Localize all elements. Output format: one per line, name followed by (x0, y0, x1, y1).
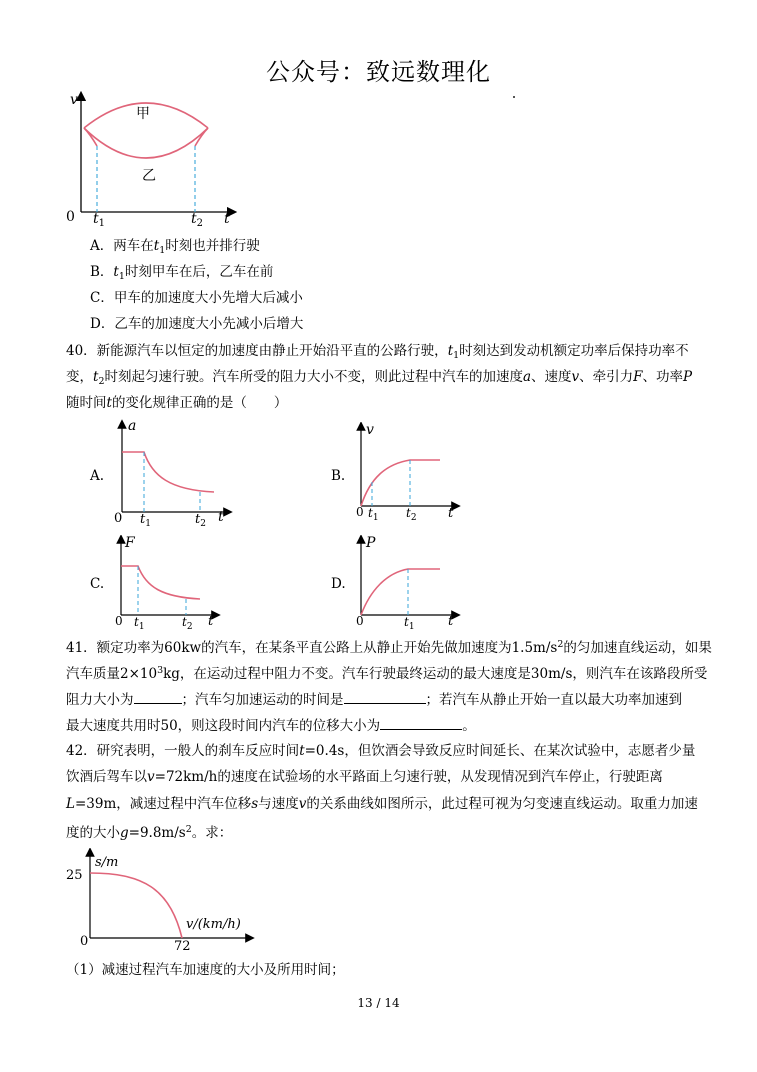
q40-line-3: 随时间t的变化规律正确的是（ ） (66, 395, 288, 411)
speck (513, 96, 515, 98)
graph-c-t2: $t_2$ (182, 615, 193, 632)
graph-b-y-label: v (366, 422, 374, 438)
q39-option-b: B．$t_1$时刻甲车在后，乙车在前 (90, 264, 274, 282)
graph-a-t2: $t_2$ (195, 512, 206, 529)
graph-d-t1: $t_1$ (404, 615, 415, 632)
graph-a (108, 418, 236, 530)
graph-c-t1: $t_1$ (134, 615, 145, 632)
graph-d-origin: 0 (356, 614, 364, 628)
graph-a-curve (122, 452, 214, 492)
graph-d-y-label: P (366, 535, 376, 551)
curve-yi-label: 乙 (142, 168, 156, 184)
graph-b (352, 422, 462, 522)
q42-line-4: 度的大小$g=9.8m/s^2$。求： (66, 824, 233, 841)
q42-line-1: 42．研究表明，一般人的刹车反应时间t=0.4s，但饮酒会导致反应时间延长、在某次试验中，志愿者少量 (66, 743, 696, 759)
graph-c (112, 535, 222, 635)
t2-label: $t_2$ (191, 211, 204, 229)
graph-a-t1: $t_1$ (140, 512, 151, 529)
graph-a-t-axis: t (218, 509, 224, 525)
graph-a-label: A. (90, 468, 105, 484)
origin-label: 0 (66, 209, 75, 225)
graph-a-origin: 0 (114, 511, 123, 526)
graph-d-curve (361, 569, 440, 615)
s-v-origin: 0 (80, 934, 89, 949)
graph-b-origin: 0 (356, 505, 364, 519)
graph-c-y-label: F (125, 535, 135, 551)
q39-option-a: A．两车在$t_1$时刻也并排行驶 (90, 238, 260, 256)
q41-line-2: 汽车质量$2\times 10^3kg$，在运动过程中阻力不变。汽车行驶最终运动的最大速度是30m/s，则汽车在该路段所受 (66, 665, 708, 682)
graph-c-t-axis: t (208, 614, 214, 629)
s-v-graph (62, 848, 262, 952)
page-number: 13 / 14 (357, 996, 400, 1010)
graph-b-t1: $t_1$ (368, 506, 379, 522)
s-v-curve (90, 873, 182, 938)
graph-d-t-axis: t (448, 614, 454, 629)
graph-c-origin: 0 (115, 614, 123, 628)
q41-line-1: 41．额定功率为60kw的汽车，在某条平直公路上从静止开始先做加速度为$1.5m/s^2$的匀加速直线运动，如果 (66, 639, 712, 656)
v-t-figure (60, 90, 240, 230)
q40-line-2: 变，$t_2$时刻起匀速行驶。汽车所受的阻力大小不变，则此过程中汽车的加速度a、速度v、牵引力F、功率P (66, 369, 693, 387)
v-label: v (70, 92, 78, 108)
q39-option-c: C．甲车的加速度大小先增大后减小 (90, 290, 303, 306)
q41-line-3: 阻力大小为 ；汽车匀加速运动的时间是 ；若汽车从静止开始一直以最大功率加速到 (66, 689, 682, 709)
graph-d-label: D. (331, 576, 346, 592)
q40-line-1: 40．新能源汽车以恒定的加速度由静止开始沿平直的公路行驶，$t_1$时刻达到发动机额定功率后保持功率不 (66, 343, 689, 361)
curve-jia-label: 甲 (136, 106, 150, 122)
blank-displacement[interactable] (380, 715, 462, 730)
q42-line-2: 饮酒后驾车以v=72km/h的速度在试验场的水平路面上匀速行驶，从发现情况到汽车停止，行驶距离 (66, 769, 663, 785)
s-v-x-label: v/(km/h) (186, 917, 241, 932)
q41-line-4: 最大速度共用时50，则这段时间内汽车的位移大小为 。 (66, 715, 476, 735)
t1-label: $t_1$ (93, 211, 106, 229)
curve-yi (84, 128, 208, 158)
graph-a-y-label: a (128, 418, 137, 434)
graph-b-label: B. (331, 468, 346, 484)
s-v-y-tick: 25 (66, 868, 83, 883)
s-v-x-tick: 72 (174, 939, 191, 952)
page-title: 公众号：致远数理化 (266, 58, 491, 86)
blank-accel-time[interactable] (344, 689, 426, 704)
blank-resistance[interactable] (134, 689, 182, 704)
graph-c-label: C. (90, 576, 105, 592)
graph-d (352, 535, 462, 635)
graph-b-curve (361, 460, 440, 506)
graph-b-t-axis: t (448, 506, 454, 521)
q42-sub-1: （1）减速过程汽车加速度的大小及所用时间； (66, 962, 345, 978)
s-v-y-label: s/m (95, 855, 119, 870)
t-label: t (224, 211, 230, 227)
graph-b-t2: $t_2$ (406, 506, 417, 522)
q42-line-3: L=39m，减速过程中汽车位移s与速度v的关系曲线如图所示，此过程可视为匀变速直线运动。取重力加速 (66, 796, 698, 812)
graph-c-curve (121, 566, 200, 599)
q39-option-d: D．乙车的加速度大小先减小后增大 (90, 316, 304, 332)
